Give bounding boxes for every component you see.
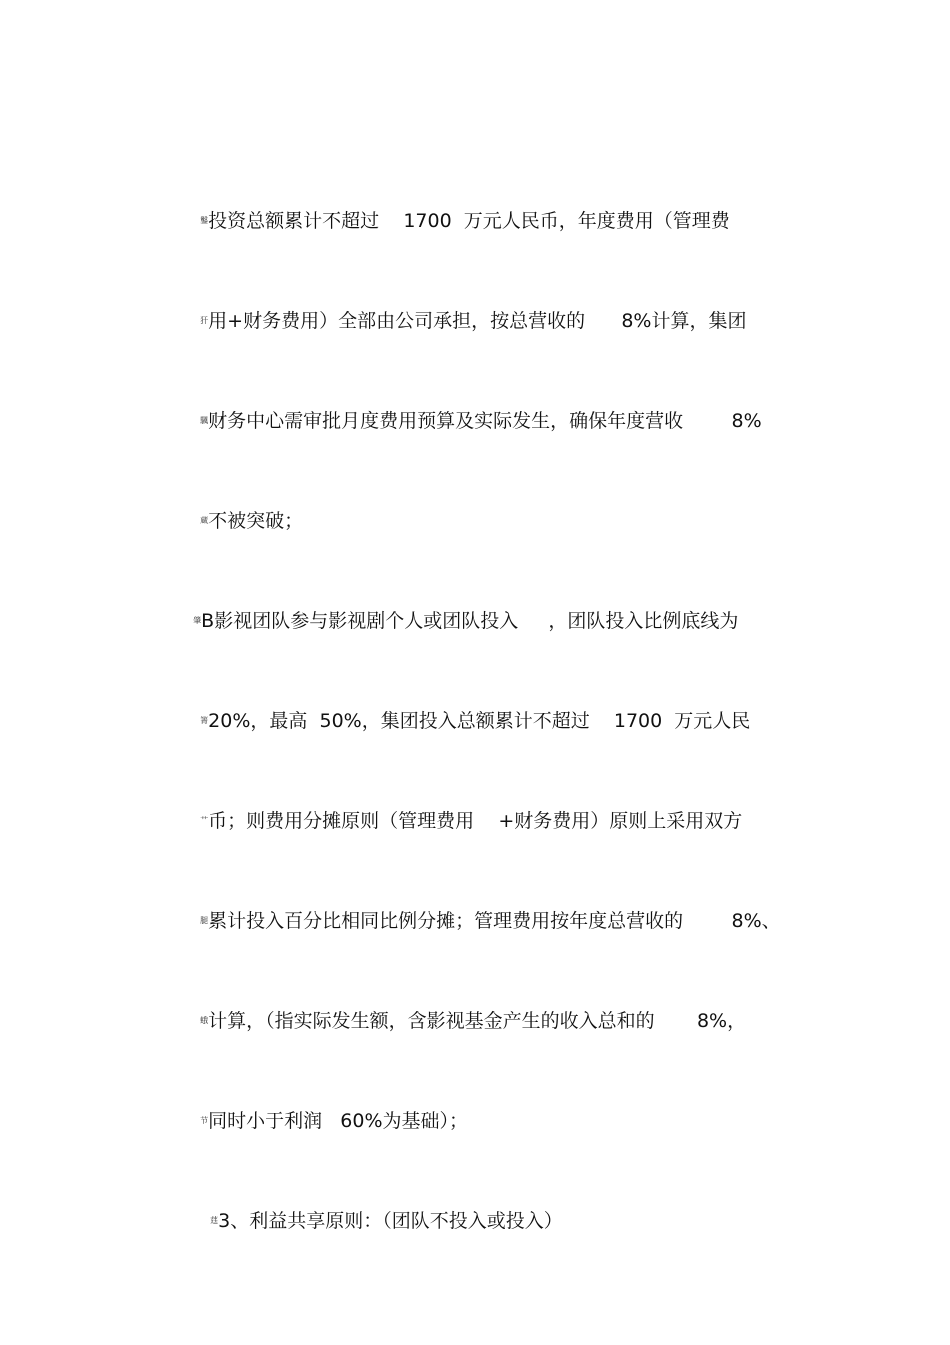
line-text: 累计投入百分比相同比例分摊；管理费用按年度总营收的 8%、 — [208, 910, 781, 932]
paragraph-line-8 — [176, 876, 781, 932]
line-text: 投资总额累计不超过 1700 万元人民币，年度费用（管理费 — [208, 210, 730, 232]
line-marker: 艹 — [200, 816, 209, 825]
line-text: 同时小于利润 60%为基础）； — [208, 1110, 469, 1132]
paragraph-line-7 — [176, 776, 743, 832]
line-text: 计算，（指实际发生额，含影视基金产生的收入总和的 8%， — [208, 1010, 747, 1032]
paragraph-line-4 — [176, 476, 304, 532]
line-text: 不被突破； — [208, 510, 304, 532]
paragraph-line-11 — [186, 1176, 563, 1232]
line-marker: 犴 — [200, 316, 209, 325]
paragraph-line-10 — [176, 1076, 469, 1132]
line-marker: 蛾 — [200, 1016, 209, 1025]
line-marker: 鑿 — [200, 216, 209, 225]
paragraph-line-2 — [176, 276, 747, 332]
paragraph-line-6 — [176, 676, 751, 732]
line-text: 20%，最高 50%，集团投入总额累计不超过 1700 万元人民 — [208, 710, 751, 732]
paragraph-line-5 — [169, 576, 739, 632]
line-marker: 肇 — [193, 616, 202, 625]
line-text: 币；则费用分摊原则（管理费用 +财务费用）原则上采用双方 — [208, 810, 743, 832]
paragraph-line-3 — [176, 376, 762, 432]
line-marker: 莛 — [210, 1216, 219, 1225]
line-marker: 箐 — [200, 716, 209, 725]
line-text: 用+财务费用）全部由公司承担，按总营收的 8%计算，集团 — [208, 310, 747, 332]
paragraph-line-9 — [176, 976, 747, 1032]
line-text: 3、利益共享原则：（团队不投入或投入） — [218, 1210, 563, 1232]
line-marker: 蔵 — [200, 516, 209, 525]
line-marker: 腿 — [200, 916, 209, 925]
line-text: 财务中心需审批月度费用预算及实际发生，确保年度营收 8% — [208, 410, 762, 432]
line-marker: 颿 — [200, 416, 209, 425]
line-marker: 节 — [200, 1116, 209, 1125]
paragraph-line-1 — [176, 176, 730, 232]
line-text: B影视团队参与影视剧个人或团队投入 ，团队投入比例底线为 — [201, 610, 739, 632]
